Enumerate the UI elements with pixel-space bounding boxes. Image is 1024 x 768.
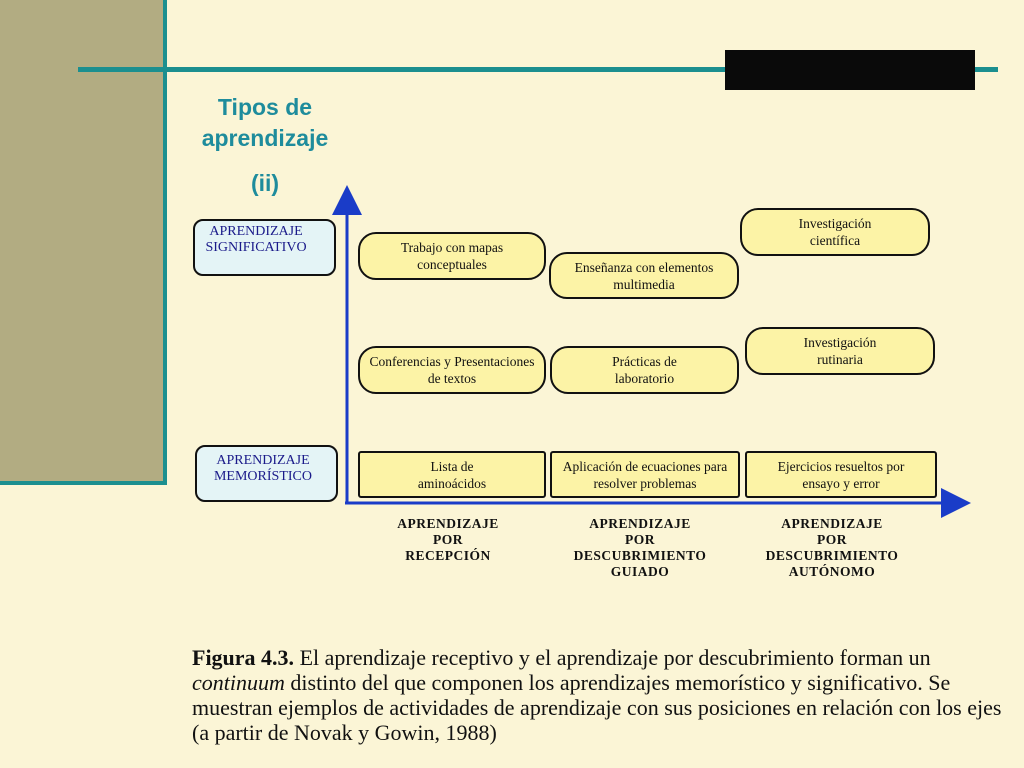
activity-multimedia — [549, 252, 739, 299]
figure-caption — [192, 645, 1022, 745]
x-label-autonomo-line-3: DESCUBRIMIENTO — [765, 548, 899, 563]
x-label-recepcion — [368, 516, 528, 564]
activity-ecuaciones — [550, 451, 740, 498]
activity-cientifica — [740, 208, 930, 256]
x-label-guiado-line-2: POR — [625, 532, 655, 547]
x-label-autonomo-line-1: APRENDIZAJE — [781, 516, 883, 531]
activity-practicas — [550, 346, 739, 394]
caption-text-2: distinto del que componen los aprendizajes memorístico y significativo. Se muestran ejemplos de actividades de aprendizaje con sus posiciones en relación con los ejes (a partir de Novak y Gowin, 1988) — [192, 670, 1002, 745]
y-label-significativo — [193, 219, 336, 276]
x-label-guiado-line-3: DESCUBRIMIENTO — [573, 548, 707, 563]
x-label-recepcion-line-2: POR — [433, 532, 463, 547]
activity-multimedia-text: Enseñanza con elementos multimedia — [574, 259, 714, 292]
activity-aminoacidos — [358, 451, 546, 498]
activity-cientifica-text: Investigación científica — [798, 216, 872, 248]
activity-mapas-text: Trabajo con mapas conceptuales — [400, 240, 504, 272]
x-label-autonomo-line-2: POR — [817, 532, 847, 547]
activity-conferencias-text: Conferencias y Presentaciones de textos — [369, 354, 535, 386]
activity-aminoacidos-text: Lista de aminoácidos — [417, 458, 487, 491]
y-label-memoristico-text: APRENDIZAJE MEMORÍSTICO — [213, 453, 312, 484]
activity-conferencias — [358, 346, 546, 394]
caption-italic: continuum — [192, 670, 285, 695]
x-label-autonomo-line-4: AUTÓNOMO — [788, 564, 876, 579]
activity-ejercicios — [745, 451, 937, 498]
title-part: (ii) — [250, 170, 280, 196]
x-label-recepcion-line-1: APRENDIZAJE — [397, 516, 499, 531]
caption-text-1: El aprendizaje receptivo y el aprendizaje por descubrimiento forman un — [294, 645, 931, 670]
title-line-1: Tipos de — [217, 94, 313, 120]
x-label-guiado-line-4: GUIADO — [610, 564, 670, 579]
activity-rutinaria — [745, 327, 935, 375]
title-line-2: aprendizaje — [201, 125, 329, 151]
caption-label: Figura 4.3. — [192, 645, 295, 670]
y-label-significativo-text: APRENDIZAJE SIGNIFICATIVO — [205, 224, 307, 255]
activity-ecuaciones-text: Aplicación de ecuaciones para resolver problemas — [562, 458, 728, 491]
x-label-autonomo — [752, 516, 912, 580]
x-label-guiado-line-1: APRENDIZAJE — [589, 516, 691, 531]
activity-ejercicios-text: Ejercicios resueltos por ensayo y error — [777, 458, 905, 491]
activity-practicas-text: Prácticas de laboratorio — [612, 354, 677, 386]
activity-mapas — [358, 232, 546, 280]
x-label-guiado — [560, 516, 720, 580]
activity-rutinaria-text: Investigación rutinaria — [803, 335, 877, 367]
x-label-recepcion-line-3: RECEPCIÓN — [405, 548, 491, 563]
y-label-memoristico — [195, 445, 338, 502]
